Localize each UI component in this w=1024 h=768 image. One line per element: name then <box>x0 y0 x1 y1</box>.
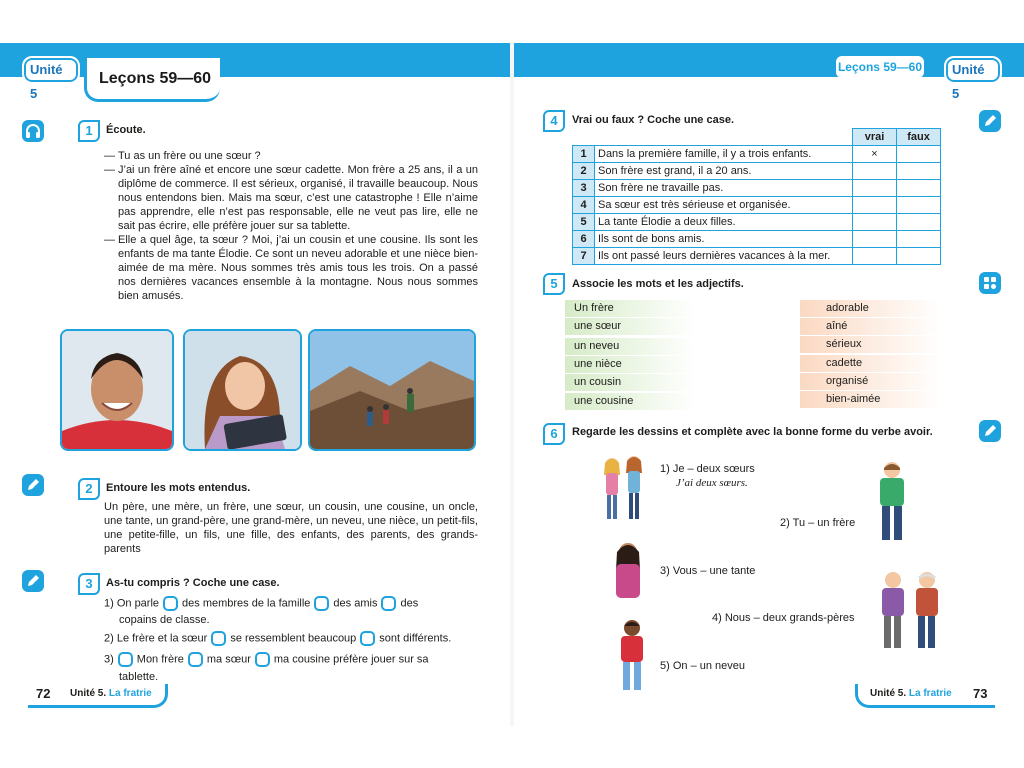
checkbox[interactable] <box>314 596 329 611</box>
faux-cell[interactable] <box>897 197 941 214</box>
headphones-icon <box>22 120 44 142</box>
col-faux: faux <box>897 129 941 146</box>
faux-cell[interactable] <box>897 214 941 231</box>
row-number: 3 <box>573 180 595 197</box>
footer-topic: La fratrie <box>908 688 952 699</box>
faux-cell[interactable] <box>897 163 941 180</box>
row-number: 2 <box>573 163 595 180</box>
option-text: des <box>400 597 419 610</box>
pencil-icon <box>22 474 44 496</box>
adjective-item[interactable]: organisé <box>800 373 942 390</box>
statement: Sa sœur est très sérieuse et organisée. <box>595 197 853 214</box>
checkbox[interactable] <box>211 631 226 646</box>
empty-cell <box>595 129 853 146</box>
question-1-continued: copains de classe. <box>119 614 210 626</box>
true-false-table <box>572 128 941 265</box>
statement: La tante Élodie a deux filles. <box>595 214 853 231</box>
option-text: des membres de la famille <box>182 597 311 610</box>
vrai-cell[interactable] <box>853 214 897 231</box>
word-item[interactable]: une sœur <box>565 318 695 335</box>
photo-girl-tablet <box>183 329 302 451</box>
row-number: 5 <box>573 214 595 231</box>
row-number: 1 <box>573 146 595 163</box>
option-text: ma cousine préfère jouer sur sa <box>273 653 429 666</box>
option-text: ma sœur <box>206 653 251 666</box>
exercise-title: Écoute. <box>106 124 146 136</box>
dialogue-line <box>104 149 478 163</box>
illustration-nephew <box>616 618 648 699</box>
photo-mountain-hikers <box>308 329 476 451</box>
vrai-cell[interactable] <box>853 180 897 197</box>
dialogue-line <box>104 163 478 233</box>
vrai-cell[interactable] <box>853 163 897 180</box>
question-text: 2) Le frère et la sœur <box>104 632 208 645</box>
page-gutter <box>510 43 514 726</box>
word-item[interactable]: un cousin <box>565 374 695 391</box>
adjective-item[interactable]: aîné <box>800 318 942 335</box>
page-number-left: 72 <box>36 686 51 701</box>
checkbox[interactable] <box>188 652 203 667</box>
illustration-two-girls <box>598 455 648 532</box>
footer-unit: Unité 5. <box>870 688 907 699</box>
exercise-title: Regarde les dessins et complète avec la bonne forme du verbe avoir. <box>572 426 933 438</box>
exercise-number: 4 <box>543 110 565 132</box>
illustration-grandfathers <box>876 570 946 657</box>
faux-cell[interactable] <box>897 146 941 163</box>
dialogue-text: Elle a quel âge, ta sœur ? Moi, j’ai un cousin et une cousine. Ils sont les enfants de ma tante Élodie. Ce sont un neveu adorable et une nièce bien-aimée de ma mère. Nous sommes très amis tous les trois. On a passé nos dernières vacances ensemble à la montagne. Nous nous sommes bien amusés. <box>118 234 478 302</box>
vrai-cell[interactable] <box>853 231 897 248</box>
exercise-title: Entoure les mots entendus. <box>106 482 251 494</box>
adjective-item[interactable]: adorable <box>800 300 942 317</box>
dash: — <box>104 234 115 246</box>
question-text: 1) On parle <box>104 597 160 610</box>
lessons-label-right: Leçons 59—60 <box>836 56 924 78</box>
table-row <box>573 180 941 197</box>
example-text: J’ai deux sœurs. <box>676 477 748 489</box>
example-answer <box>676 477 748 489</box>
item-1: 1) Je – deux sœurs <box>660 463 755 475</box>
checkbox[interactable] <box>255 652 270 667</box>
word-item[interactable]: un neveu <box>565 338 695 355</box>
dialogue-text: Tu as un frère ou une sœur ? <box>118 150 261 162</box>
adjective-item[interactable]: cadette <box>800 355 942 372</box>
page-number-right: 73 <box>973 686 988 701</box>
col-vrai: vrai <box>853 129 897 146</box>
lessons-title: Leçons 59—60 <box>99 70 212 87</box>
illustration-aunt <box>606 540 650 609</box>
adjective-item[interactable]: sérieux <box>800 336 942 353</box>
table-row <box>573 146 941 163</box>
empty-cell <box>573 129 595 146</box>
pencil-icon <box>979 420 1001 442</box>
item-2: 2) Tu – un frère <box>780 517 856 529</box>
vrai-cell[interactable] <box>853 197 897 214</box>
exercise-number: 6 <box>543 423 565 445</box>
question-2 <box>104 631 451 646</box>
dialogue <box>104 149 478 303</box>
exercise-title: As-tu compris ? Coche une case. <box>106 577 280 589</box>
footer-unit: Unité 5. <box>70 688 107 699</box>
option-text: Mon frère <box>136 653 184 666</box>
checkbox[interactable] <box>381 596 396 611</box>
exercise-number: 1 <box>78 120 100 142</box>
pencil-icon <box>22 570 44 592</box>
faux-cell[interactable] <box>897 180 941 197</box>
exercise-title: Associe les mots et les adjectifs. <box>572 278 744 290</box>
unit-tab-left: Unité 5 <box>22 56 80 84</box>
option-text: sont différents. <box>379 632 452 645</box>
statement: Dans la première famille, il y a trois enfants. <box>595 146 853 163</box>
dialogue-line <box>104 233 478 303</box>
exercise-number: 3 <box>78 573 100 595</box>
word-item[interactable]: Un frère <box>565 300 695 317</box>
question-3-continued: tablette. <box>119 671 159 683</box>
option-text: se ressemblent beaucoup <box>230 632 357 645</box>
question-text: 3) <box>104 653 114 666</box>
statement: Son frère est grand, il a 20 ans. <box>595 163 853 180</box>
item-3: 3) Vous – une tante <box>660 565 756 577</box>
statement: Son frère ne travaille pas. <box>595 180 853 197</box>
puzzle-icon <box>979 272 1001 294</box>
table-header-row <box>573 129 941 146</box>
checkbox[interactable] <box>163 596 178 611</box>
dash: — <box>104 164 115 176</box>
vrai-cell[interactable]: × <box>853 146 897 163</box>
checkbox[interactable] <box>118 652 133 667</box>
option-text: des amis <box>333 597 378 610</box>
word-item[interactable]: une cousine <box>565 393 695 410</box>
word-list: Un père, une mère, un frère, une sœur, un cousin, une cousine, un oncle, une tante, un grand-père, une grand-mère, un neveu, une nièce, un petit-fils, une petite-fille, un fils, une fille, des enfants, des parents, des grands-parents <box>104 501 478 555</box>
footer-topic: La fratrie <box>108 688 152 699</box>
item-4: 4) Nous – deux grands-pères <box>712 612 855 624</box>
row-number: 7 <box>573 248 595 265</box>
table-row <box>573 214 941 231</box>
dialogue-text: J’ai un frère aîné et encore une sœur cadette. Mon frère a 25 ans, il a un diplôme de commerce. Il est sérieux, organisé, il travaille beaucoup. Nous nous entendons bien. Mais ma sœur, c’est une catastrophe ! Elle n’aime pas apprendre, elle n’est pas responsable, elle ne veut pas lire, elle ne sait pas écrire, elle préfère jouer sur sa tablette. <box>118 164 478 232</box>
table-row <box>573 163 941 180</box>
statement: Ils ont passé leurs dernières vacances à la mer. <box>595 248 853 265</box>
question-3 <box>104 652 429 667</box>
item-5: 5) On – un neveu <box>660 660 746 672</box>
table-row <box>573 248 941 265</box>
row-number: 6 <box>573 231 595 248</box>
illustration-boy <box>872 460 912 551</box>
checkbox[interactable] <box>360 631 375 646</box>
exercise-title: Vrai ou faux ? Coche une case. <box>572 114 734 126</box>
pencil-icon <box>979 110 1001 132</box>
word-item[interactable]: une nièce <box>565 356 695 373</box>
vrai-cell[interactable] <box>853 248 897 265</box>
dash: — <box>104 150 115 162</box>
statement: Ils sont de bons amis. <box>595 231 853 248</box>
footer-right <box>870 688 952 699</box>
table-row <box>573 197 941 214</box>
unit-tab-right: Unité 5 <box>944 56 1002 84</box>
question-1 <box>104 596 418 611</box>
exercise-number: 5 <box>543 273 565 295</box>
table-row <box>573 231 941 248</box>
footer-left <box>70 688 152 699</box>
faux-cell[interactable] <box>897 248 941 265</box>
adjective-item[interactable]: bien-aimée <box>800 391 942 408</box>
photo-young-man <box>60 329 174 451</box>
faux-cell[interactable] <box>897 231 941 248</box>
exercise-number: 2 <box>78 478 100 500</box>
row-number: 4 <box>573 197 595 214</box>
